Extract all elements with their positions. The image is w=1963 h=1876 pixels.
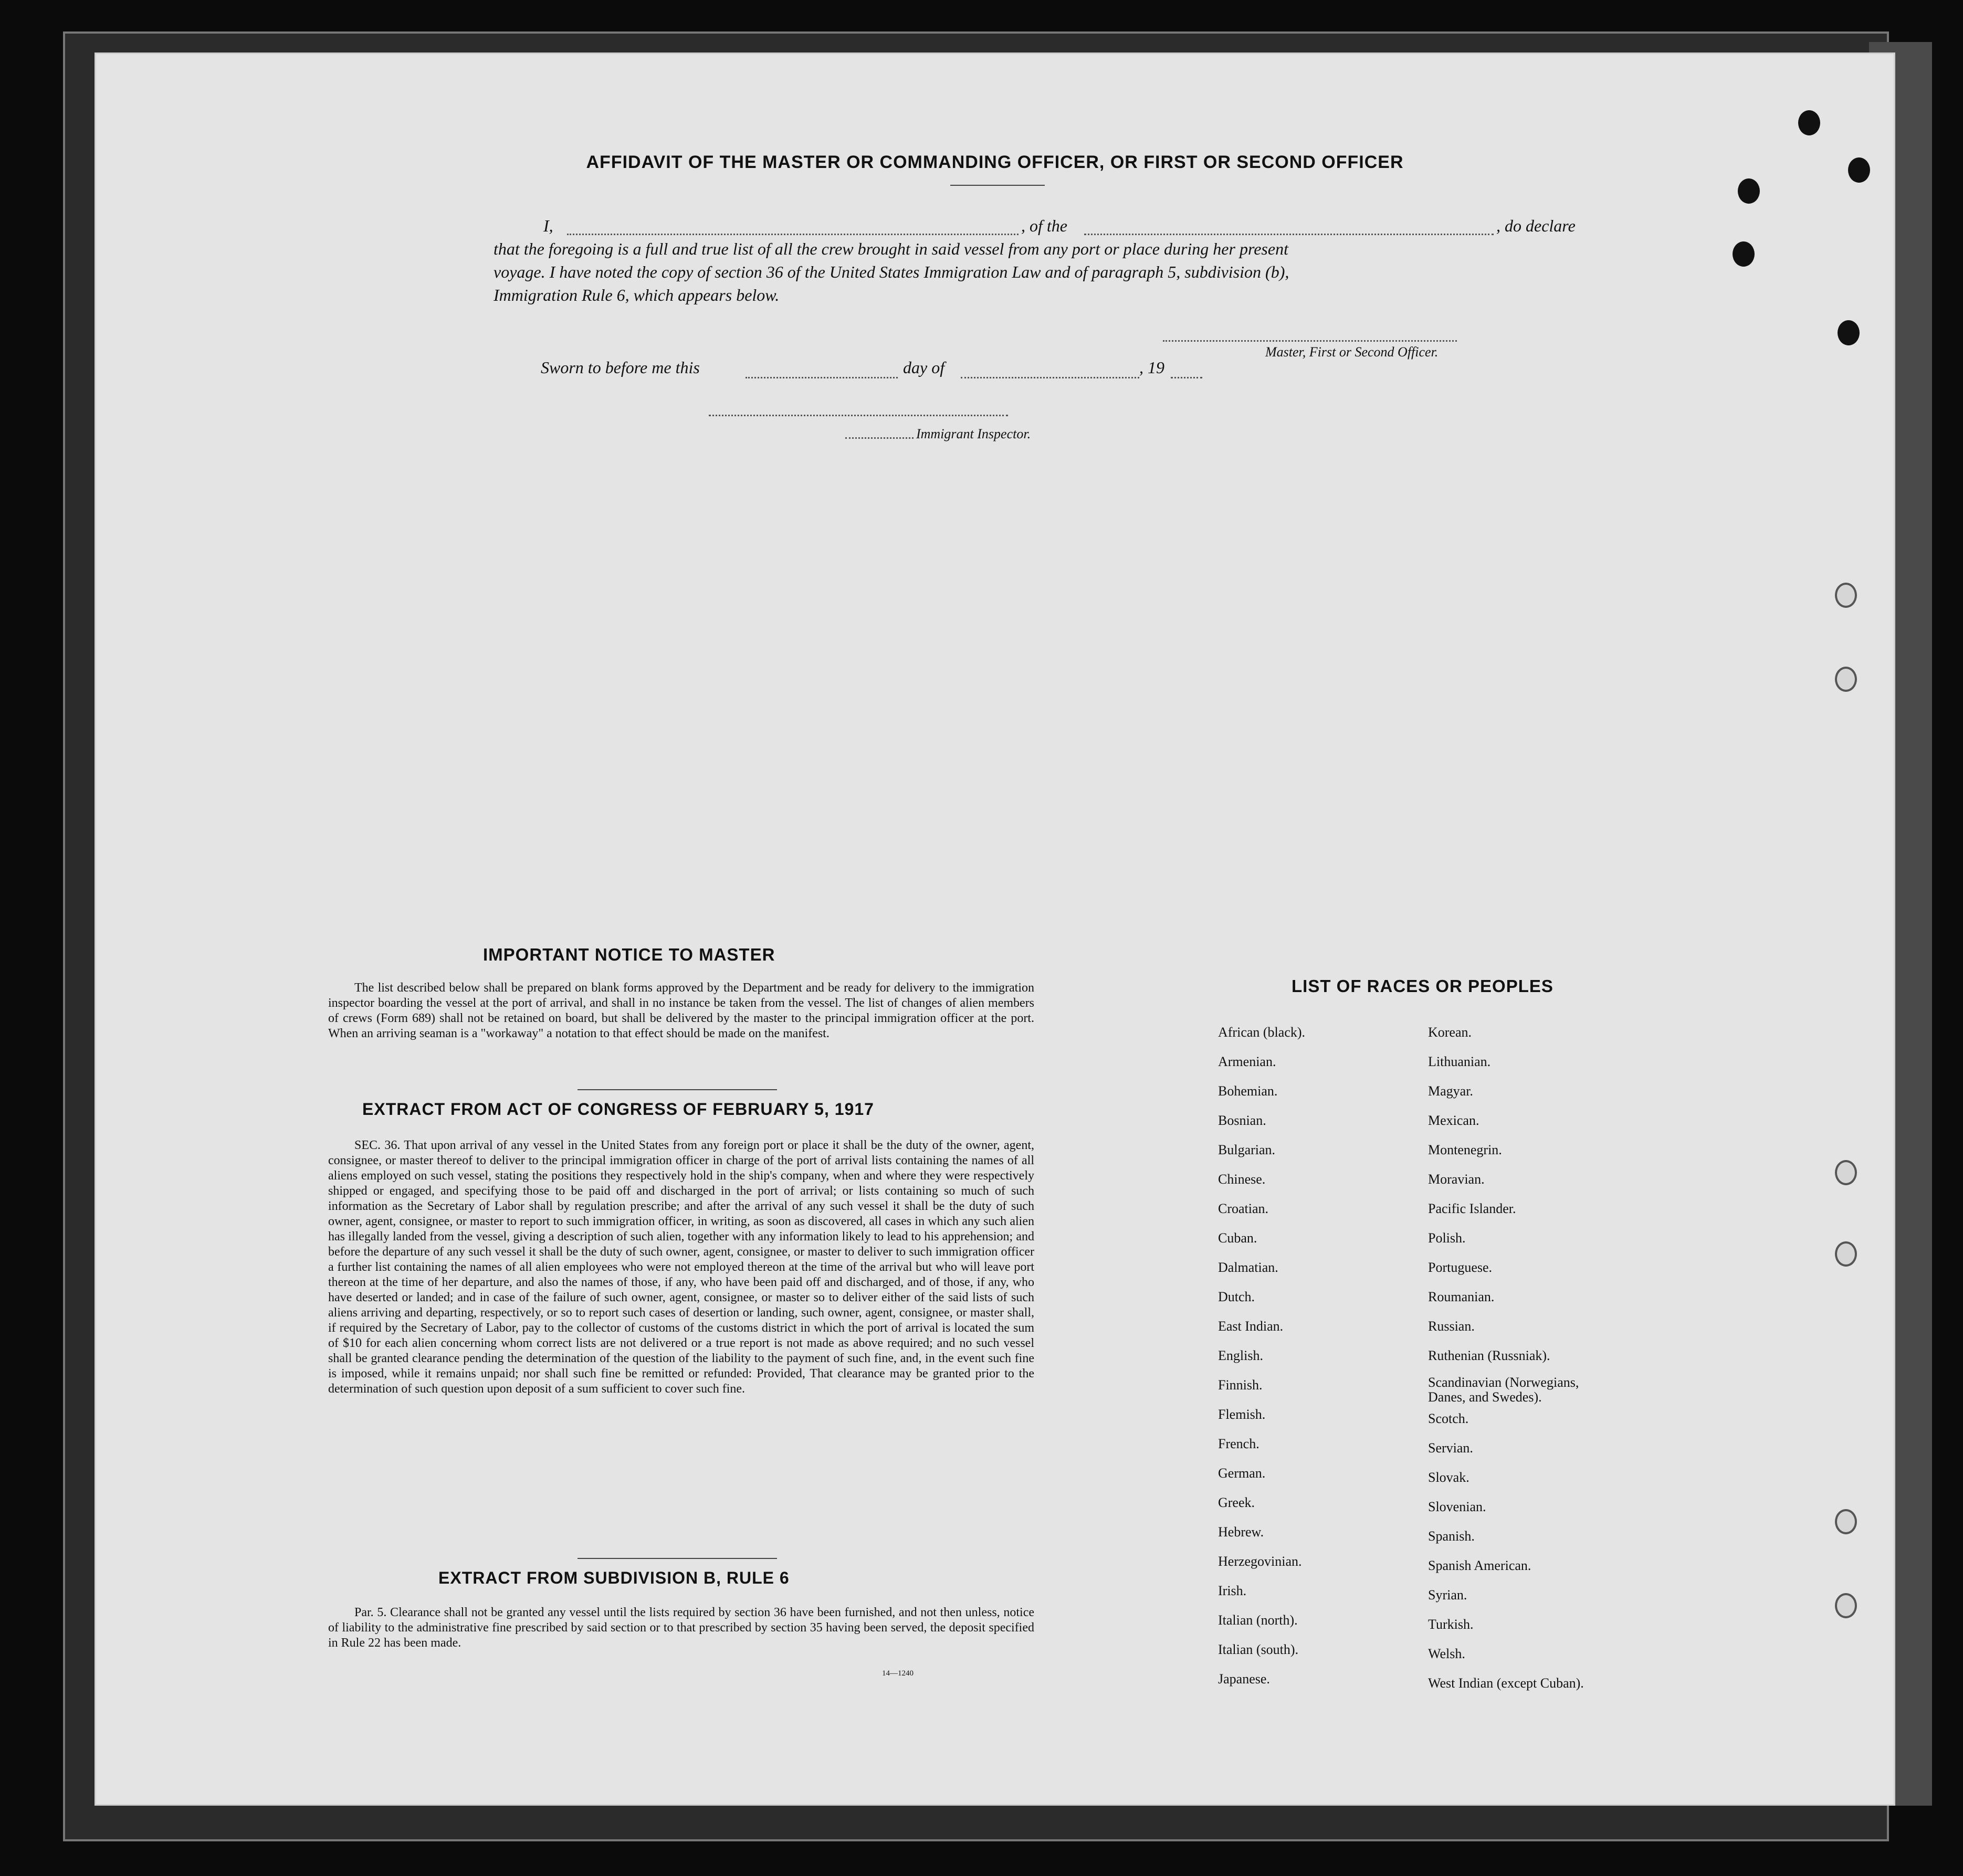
race-item: Armenian.	[1218, 1054, 1276, 1069]
race-item: Ruthenian (Russniak).	[1428, 1348, 1550, 1363]
race-item: Bulgarian.	[1218, 1142, 1276, 1157]
race-item: Italian (north).	[1218, 1612, 1298, 1628]
race-item: Pacific Islander.	[1428, 1201, 1516, 1216]
punch-hole-icon	[1738, 178, 1760, 204]
sworn-month-blank	[961, 377, 1139, 378]
punch-hole-icon	[1835, 1509, 1857, 1534]
rule-extract-text: Par. 5. Clearance shall not be granted any vessel until the lists required by section 36 have been furnished, and not then unless, notice of liability to the administrative fine prescribed by said section or to that prescribed by section 35 having been served, the deposit specified in Rule 22 has been made.	[328, 1606, 1034, 1650]
title-divider	[950, 185, 1045, 186]
manifest-page	[95, 52, 1895, 1806]
act-extract-title: EXTRACT FROM ACT OF CONGRESS OF FEBRUARY 5, 1917	[362, 1100, 874, 1119]
race-item: Mexican.	[1428, 1113, 1479, 1128]
affidavit-i: I,	[543, 216, 553, 235]
race-item: East Indian.	[1218, 1319, 1284, 1334]
race-item: Syrian.	[1428, 1587, 1467, 1603]
race-item: Dutch.	[1218, 1289, 1255, 1304]
race-item: Spanish.	[1428, 1529, 1475, 1544]
race-item: Flemish.	[1218, 1407, 1266, 1422]
race-item: African (black).	[1218, 1025, 1306, 1040]
race-item: Bohemian.	[1218, 1083, 1278, 1099]
race-item: Irish.	[1218, 1583, 1247, 1598]
race-item: Finnish.	[1218, 1377, 1263, 1393]
race-item: Korean.	[1428, 1025, 1472, 1040]
race-item: Welsh.	[1428, 1646, 1465, 1661]
affidavit-line4: Immigration Rule 6, which appears below.	[494, 286, 780, 304]
punch-hole-icon	[1733, 241, 1755, 267]
race-item: German.	[1218, 1466, 1266, 1481]
race-item: Magyar.	[1428, 1083, 1473, 1099]
punch-hole-icon	[1835, 1160, 1857, 1185]
race-item: Croatian.	[1218, 1201, 1269, 1216]
sworn-text: Sworn to before me this	[541, 358, 700, 377]
race-item: Hebrew.	[1218, 1524, 1264, 1540]
affidavit-line2: that the foregoing is a full and true list of all the crew brought in said vessel from any port or place during her present	[494, 239, 1288, 258]
race-item: Greek.	[1218, 1495, 1255, 1510]
punch-hole-icon	[1835, 1241, 1857, 1267]
affidavit-line3: voyage. I have noted the copy of section 36 of the United States Immigration Law and of paragraph 5, subdivision (b),	[494, 262, 1289, 281]
section-divider	[578, 1089, 777, 1090]
sworn-year-blank	[1171, 377, 1202, 378]
race-item: Dalmatian.	[1218, 1260, 1278, 1275]
race-item: Polish.	[1428, 1230, 1466, 1246]
race-item: Japanese.	[1218, 1671, 1270, 1687]
punch-hole-icon	[1835, 583, 1857, 608]
inspector-signature-line	[709, 415, 1008, 416]
race-item: Herzegovinian.	[1218, 1554, 1302, 1569]
sworn-year: , 19	[1139, 358, 1164, 377]
race-item: Spanish American.	[1428, 1558, 1531, 1573]
punch-hole-icon	[1835, 667, 1857, 692]
race-item: Portuguese.	[1428, 1260, 1493, 1275]
vessel-blank	[1084, 234, 1494, 235]
race-item: Scotch.	[1428, 1411, 1469, 1426]
sworn-day-blank	[746, 377, 898, 378]
master-signature-line	[1163, 340, 1457, 342]
race-item: Montenegrin.	[1428, 1142, 1502, 1157]
affidavit-of-the: , of the	[1021, 216, 1067, 235]
race-item: West Indian (except Cuban).	[1428, 1675, 1584, 1691]
punch-hole-icon	[1838, 320, 1860, 345]
sworn-day-of: day of	[903, 358, 945, 377]
race-item: French.	[1218, 1436, 1259, 1451]
race-item: English.	[1218, 1348, 1263, 1363]
inspector-prefix-line	[845, 437, 914, 439]
race-item: Cuban.	[1218, 1230, 1257, 1246]
punch-hole-icon	[1835, 1593, 1857, 1618]
races-title: LIST OF RACES OR PEOPLES	[1292, 976, 1553, 996]
race-item: Lithuanian.	[1428, 1054, 1491, 1069]
race-item: Turkish.	[1428, 1617, 1474, 1632]
race-item: Scandinavian (Norwegians, Danes, and Swedes).	[1428, 1375, 1579, 1405]
master-signature-label: Master, First or Second Officer.	[1265, 344, 1439, 360]
affidavit-declare: , do declare	[1496, 216, 1576, 235]
section-divider	[578, 1558, 777, 1559]
race-item: Slovak.	[1428, 1470, 1469, 1485]
inspector-label: Immigrant Inspector.	[916, 426, 1031, 441]
rule-extract-title: EXTRACT FROM SUBDIVISION B, RULE 6	[438, 1568, 790, 1587]
form-number: 14—1240	[882, 1669, 914, 1678]
race-item: Russian.	[1428, 1319, 1475, 1334]
race-item: Chinese.	[1218, 1172, 1266, 1187]
name-blank	[567, 234, 1019, 235]
race-item: Italian (south).	[1218, 1642, 1299, 1657]
act-extract-text: SEC. 36. That upon arrival of any vessel in the United States from any foreign port or place it shall be the duty of the owner, agent, consignee, or master thereof to deliver to the principal immigration officer in charge of the port of arrival lists containing the names of all aliens employed on such vessel, stating the positions they respectively hold in the ship's company, when and where they were respectively shipped or engaged, and specifying those to be paid off and discharged in the port of arrival; or lists containing so much of such information as the Secretary of Labor shall by regulation prescribe; and after the arrival of any such vessel it shall be the duty of such owner, agent, consignee, or master to report to such immigration officer, in writing, as soon as discovered, all cases in which any such alien has illegally landed from the vessel, giving a description of such alien, together with any information likely to lead to his apprehension; and before the departure of any such vessel it shall be the duty of such owner, agent, consignee, or master to deliver to such immigration officer a further list containing the names of all alien employees who were not employed thereon at the time of the arrival but who will leave port thereon at the time of her departure, and also the names of those, if any, who have been paid off and discharged, and of those, if any, who have deserted or landed; and in case of the failure of such owner, agent, consignee, or master so to deliver either of the said lists of such aliens arriving and departing, respectively, or so to report such cases of desertion or landing, such owner, agent, consignee, or master shall, if required by the Secretary of Labor, pay to the collector of customs of the customs district in which the port of arrival is located the sum of $10 for each alien concerning whom correct lists are not delivered or a true report is not made as above required; and no such vessel shall be granted clearance pending the determination of the question of the liability to the payment of such fine, and, in the event such fine is imposed, while it remains unpaid; nor shall such fine be remitted or refunded: Provided, That clearance may be granted prior to the determination of such question upon deposit of a sum sufficient to cover such fine.	[328, 1139, 1034, 1396]
race-item: Slovenian.	[1428, 1499, 1486, 1514]
race-item: Moravian.	[1428, 1172, 1485, 1187]
race-item: Roumanian.	[1428, 1289, 1495, 1304]
affidavit-title: AFFIDAVIT OF THE MASTER OR COMMANDING OFFICER, OR FIRST OR SECOND OFFICER	[586, 152, 1404, 172]
race-item: Bosnian.	[1218, 1113, 1266, 1128]
notice-title: IMPORTANT NOTICE TO MASTER	[483, 945, 775, 964]
notice-text: The list described below shall be prepared on blank forms approved by the Department and be ready for delivery to the immigration inspector boarding the vessel at the port of arrival, and shall in no instance be taken from the vessel. The list of changes of alien members of crews (Form 689) shall not be retained on board, but shall be delivered by the master to the principal immigration officer at the port. When an arriving seaman is a "workaway" a notation to that effect should be made on the manifest.	[328, 981, 1034, 1040]
race-item: Servian.	[1428, 1440, 1473, 1456]
punch-hole-icon	[1798, 110, 1820, 135]
